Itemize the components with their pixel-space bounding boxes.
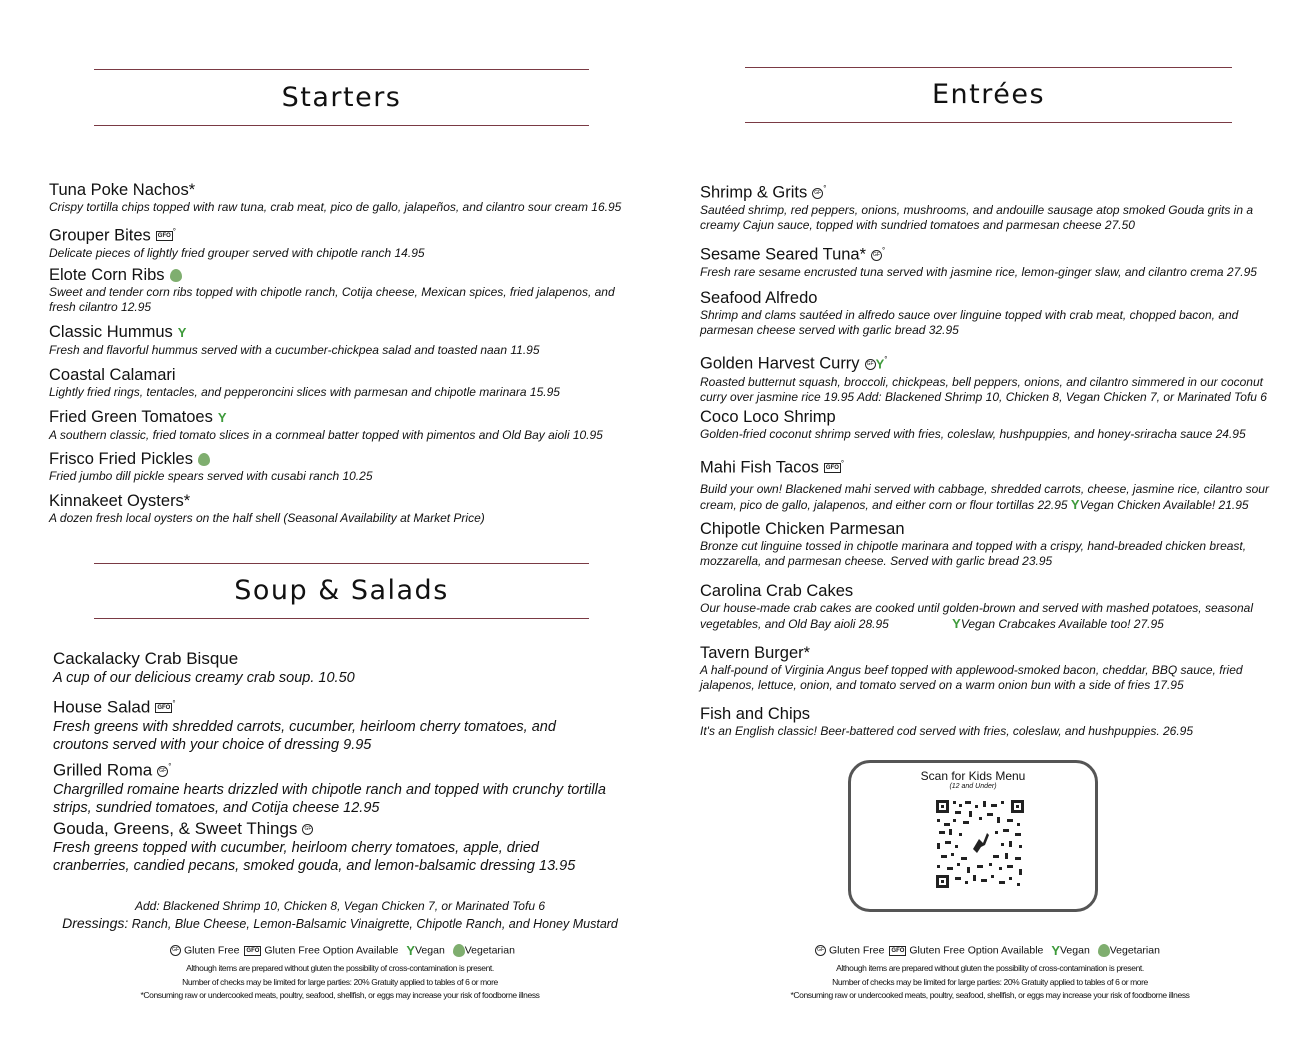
asterisk-icon: ° [172, 699, 176, 708]
item-desc: Our house-made crab cakes are cooked until golden-brown and served with mashed potatoes, seasonal vegetables, and Old Bay aioli 28.95 YVegan Crabcakes Available too! 27.95 [700, 601, 1253, 631]
menu-item [700, 350, 1270, 405]
item-name: Seafood Alfredo [700, 289, 818, 307]
item-desc: Chargrilled romaine hearts drizzled with chipotle ranch and topped with crunchy tortilla strips, sundried tomatoes, and Cotija cheese 12.95 [53, 781, 606, 816]
vegan-option: Vegan Crabcakes Available too! 27.95 [960, 617, 1164, 631]
gluten-free-icon: GF [812, 188, 823, 199]
item-name: Cackalacky Crab Bisque [53, 649, 239, 668]
starters-bottom-rule [94, 125, 589, 126]
menu-item [49, 449, 639, 484]
vegan-icon: Y [875, 356, 885, 372]
gluten-note: Although items are prepared without gluten the possibility of cross-contamination is present. [836, 963, 1144, 973]
item-desc: It's an English classic! Beer-battered cod served with fries, coleslaw, and hushpuppies. 26.95 [700, 724, 1194, 738]
item-name: Tuna Poke Nachos* [49, 181, 196, 199]
item-desc: A cup of our delicious creamy crab soup. 10.50 [53, 670, 355, 686]
vegan-icon: Y [952, 616, 961, 631]
menu-item [700, 519, 1260, 569]
item-name: Elote Corn Ribs [49, 266, 165, 284]
item-name: House Salad [53, 697, 151, 717]
item-name: Coastal Calamari [49, 366, 176, 384]
item-desc: Crispy tortilla chips topped with raw tuna, crab meat, pico de gallo, jalapeños, and cilantro sour cream 16.95 [49, 200, 622, 214]
item-name: Sesame Seared Tuna* [700, 245, 867, 264]
item-name: Carolina Crab Cakes [700, 582, 854, 600]
gluten-free-option-icon: GFO [891, 947, 905, 954]
item-name: Chipotle Chicken Parmesan [700, 520, 905, 538]
qr-subtitle: (12 and Under) [949, 783, 997, 790]
menu-item [49, 322, 639, 358]
item-name: Golden Harvest Curry [700, 354, 860, 373]
entrees-top-rule [745, 67, 1232, 68]
dressings-label: Dressings: [62, 915, 129, 931]
vegan-icon: Y [177, 324, 187, 340]
item-desc: Delicate pieces of lightly fried grouper served with chipotle ranch 14.95 [49, 245, 425, 260]
item-desc: Sweet and tender corn ribs topped with chipotle ranch, Cotija cheese, Mexican spices, fried jalapenos, and fresh cilantro 12.95 [49, 285, 615, 314]
menu-item [700, 179, 1255, 233]
item-name: Coco Loco Shrimp [700, 408, 836, 426]
item-desc: Shrimp and clams sautéed in alfredo sauce over linguine topped with crab meat, chopped bacon, and parmesan cheese served with garlic bread 32.95 [700, 308, 1239, 337]
menu-item [49, 407, 639, 443]
gluten-free-option-icon: GFO [825, 465, 839, 472]
menu-item [53, 693, 613, 754]
menu-item [53, 648, 613, 687]
menu-item [700, 581, 1260, 632]
legend-vegetarian: Vegetarian [464, 944, 515, 957]
item-desc: Fresh and flavorful hummus served with a cucumber-chickpea salad and toasted naan 11.95 [49, 342, 540, 357]
item-desc: Bronze cut linguine tossed in chipotle marinara and topped with a crispy, hand-breaded chicken breast, mozzarella, and parmesan cheese. Served with garlic bread 23.95 [700, 539, 1247, 568]
consumption-warning: *Consuming raw or undercooked meats, poultry, seafood, shellfish, or eggs may increase your risk of foodborne illness [790, 990, 1190, 1000]
gluten-free-option-icon: GFO [157, 705, 171, 712]
gluten-free-option-icon: GFO [246, 947, 260, 954]
menu-item [53, 818, 613, 875]
gluten-note: Although items are prepared without gluten the possibility of cross-contamination is present. [186, 963, 494, 973]
menu-item [700, 241, 1270, 280]
item-name: Frisco Fried Pickles [49, 450, 193, 468]
menu-item [49, 491, 639, 526]
item-desc: A half-pound of Virginia Angus beef topped with applewood-smoked bacon, cheddar, BBQ sauce, fried jalapenos, lettuce, onion, and tomato served on a warm onion bun with a side of fries 17.95 [700, 663, 1243, 692]
vegan-icon: Y [1070, 496, 1080, 512]
gluten-free-icon: GF [157, 766, 168, 777]
menu-item [700, 643, 1255, 693]
add-ons-line: Add: Blackened Shrimp 10, Chicken 8, Vegan Chicken 7, or Marinated Tofu 6 [134, 899, 545, 913]
soup-bottom-rule [94, 618, 589, 619]
menu-item [49, 180, 639, 215]
menu-item [53, 756, 613, 817]
item-name: Gouda, Greens, & Sweet Things [53, 819, 298, 838]
legend-gluten-free: Gluten Free [828, 944, 885, 957]
asterisk-icon: ° [840, 459, 845, 468]
legend-gluten-free-option: Gluten Free Option Available [909, 944, 1044, 957]
entrees-bottom-rule [745, 122, 1232, 123]
kids-menu-qr-card[interactable] [848, 760, 1098, 912]
entrees-title: Entrées [931, 79, 1046, 110]
asterisk-icon: ° [172, 227, 176, 236]
item-desc: Roasted butternut squash, broccoli, chickpeas, bell peppers, onions, and cilantro simmered in our coconut curry over jasmine rice 19.95 Add: Blackened Shrimp 10, Chicken 8, Vegan Chicken 7, or Marinated Tofu 6 [700, 374, 1267, 404]
legend-vegetarian: Vegetarian [1109, 944, 1160, 957]
item-name: Shrimp & Grits [700, 183, 808, 202]
menu-item [49, 365, 639, 400]
menu-item [700, 288, 1255, 338]
consumption-warning: *Consuming raw or undercooked meats, poultry, seafood, shellfish, or eggs may increase your risk of foodborne illness [140, 990, 540, 1000]
legend-vegan: Vegan [1060, 944, 1090, 957]
vegetarian-icon [453, 944, 465, 957]
vegan-icon: Y [1051, 943, 1060, 958]
qr-title: Scan for Kids Menu [920, 769, 1026, 783]
gluten-free-icon: GF [865, 359, 876, 370]
item-name: Fish and Chips [700, 705, 811, 723]
item-desc: Golden-fried coconut shrimp served with fries, coleslaw, hushpuppies, and honey-sriracha sauce 24.95 [700, 427, 1246, 441]
vegetarian-icon [198, 453, 210, 466]
starters-top-rule [94, 69, 589, 70]
menu-item [49, 265, 619, 315]
asterisk-icon: ° [884, 355, 888, 364]
gratuity-note: Number of checks may be limited for large parties: 20% Gratuity applied to tables of 6 or more [182, 977, 498, 987]
item-name: Kinnakeet Oysters* [49, 492, 191, 510]
menu-item [700, 407, 1270, 442]
gluten-free-icon: GF [871, 250, 882, 261]
soup-top-rule [94, 563, 589, 564]
menu-item [700, 704, 1260, 739]
menu-item [700, 454, 1270, 513]
item-name: Grouper Bites [49, 226, 151, 245]
vegetarian-icon [170, 269, 182, 282]
item-name: Grilled Roma [53, 760, 153, 780]
asterisk-icon: ° [823, 184, 827, 193]
item-desc: Build your own! Blackened mahi served with cabbage, shredded carrots, cheese, jasmine rice, cilantro sour cream, pico de gallo, jalapenos, and either corn or flour tortillas 22.95 YVegan Chicken Available! 21.95 [700, 481, 1269, 512]
legend-gluten-free-option: Gluten Free Option Available [264, 944, 399, 957]
item-desc: Fresh rare sesame encrusted tuna served with jasmine rice, lemon-ginger slaw, and cilantro crema 27.95 [700, 264, 1257, 279]
dietary-legend-left [60, 943, 620, 958]
item-desc: Lightly fried rings, tentacles, and pepperoncini slices with parmesan and chipotle marinara 15.95 [49, 385, 560, 399]
gluten-free-icon: GF [302, 824, 313, 835]
item-name: Classic Hummus [49, 323, 173, 341]
soup-salads-title: Soup & Salads [234, 575, 449, 606]
item-name: Tavern Burger* [700, 644, 811, 662]
asterisk-icon: ° [882, 246, 886, 255]
vegan-option: Vegan Chicken Available! 21.95 [1079, 497, 1249, 512]
item-desc: Sautéed shrimp, red peppers, onions, mushrooms, and andouille sausage atop smoked Gouda grits in a creamy Cajun sauce, topped with sundried tomatoes and parmesan cheese 27.50 [700, 202, 1253, 232]
menu-item [49, 222, 639, 261]
item-desc: Fresh greens topped with cucumber, heirloom cherry tomatoes, apple, dried cranberries, candied pecans, smoked gouda, and lemon-balsamic dressing 13.95 [53, 840, 576, 874]
legend-vegan: Vegan [415, 944, 445, 957]
item-desc: Fresh greens with shredded carrots, cucumber, heirloom cherry tomatoes, and croutons served with your choice of dressing 9.95 [53, 718, 556, 753]
qr-code-icon[interactable] [935, 799, 1025, 889]
item-name: Mahi Fish Tacos [700, 458, 819, 477]
dressings-line [60, 915, 620, 931]
asterisk-icon: ° [168, 762, 172, 771]
item-name: Fried Green Tomatoes [49, 408, 213, 426]
item-desc: Fried jumbo dill pickle spears served with cusabi ranch 10.25 [49, 469, 373, 483]
item-desc: A southern classic, fried tomato slices in a cornmeal batter topped with pimentos and Old Bay aioli 10.95 [49, 427, 603, 442]
legend-gluten-free: Gluten Free [183, 944, 240, 957]
dressings-list: Ranch, Blue Cheese, Lemon-Balsamic Vinaigrette, Chipotle Ranch, and Honey Mustard [131, 917, 618, 931]
item-desc: A dozen fresh local oysters on the half shell (Seasonal Availability at Market Price) [49, 511, 485, 525]
gluten-free-icon: GF [815, 945, 826, 956]
gratuity-note: Number of checks may be limited for large parties: 20% Gratuity applied to tables of 6 or more [832, 977, 1148, 987]
vegetarian-icon [1098, 944, 1110, 957]
starters-title: Starters [281, 82, 402, 113]
vegan-icon: Y [217, 409, 227, 425]
dietary-legend-right [705, 943, 1265, 958]
vegan-icon: Y [406, 943, 415, 958]
gluten-free-option-icon: GFO [157, 233, 171, 240]
gluten-free-icon: GF [170, 945, 181, 956]
